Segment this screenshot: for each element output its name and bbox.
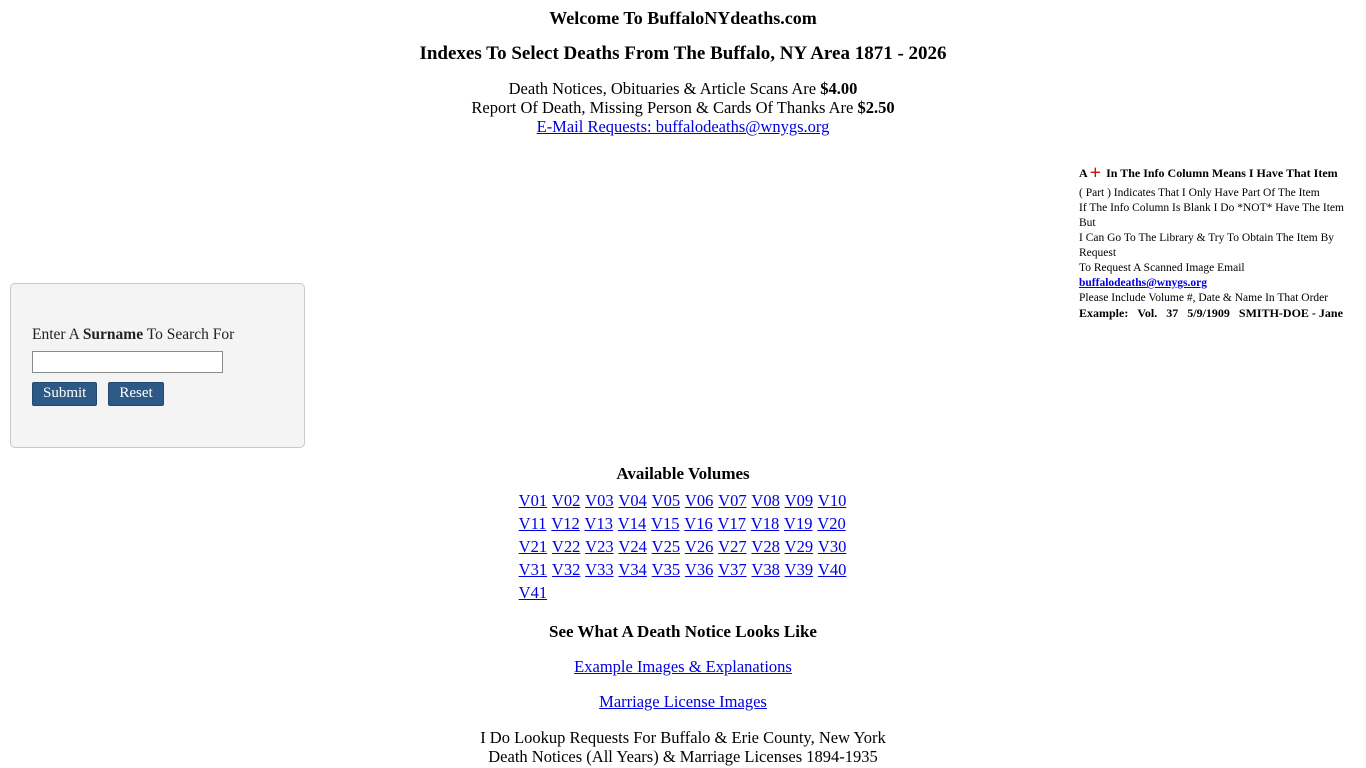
- volume-links: [519, 489, 848, 604]
- search-buttons-row: [32, 382, 284, 406]
- info-heading: [1079, 162, 1361, 184]
- volume-link-v33[interactable]: V33: [585, 560, 614, 579]
- volume-link-v14[interactable]: V14: [617, 514, 647, 533]
- volume-row: [519, 535, 848, 558]
- surname-search-input[interactable]: [32, 351, 223, 373]
- submit-button[interactable]: Submit: [32, 382, 97, 406]
- lookup-line1: I Do Lookup Requests For Buffalo & Erie County, New York: [480, 728, 886, 747]
- volume-link-v30[interactable]: V30: [817, 537, 847, 556]
- volume-link-v36[interactable]: V36: [684, 560, 714, 579]
- volume-link-v16[interactable]: V16: [684, 514, 713, 533]
- volume-link-v13[interactable]: V13: [584, 514, 613, 533]
- price-line-reports-text: Report Of Death, Missing Person & Cards Of Thanks Are: [471, 98, 858, 117]
- volume-row: [519, 558, 848, 581]
- volume-link-v19[interactable]: V19: [784, 514, 813, 533]
- lookup-footer: [0, 728, 1366, 766]
- volume-link-v35[interactable]: V35: [651, 560, 681, 579]
- search-label: [32, 326, 284, 344]
- info-line-library: I Can Go To The Library & Try To Obtain The Item By Request: [1079, 232, 1334, 259]
- info-line-request: [1079, 261, 1361, 291]
- marriage-images-row: [0, 692, 1366, 712]
- price-line-scans: [0, 79, 1366, 98]
- volume-link-v34[interactable]: V34: [618, 560, 647, 579]
- example-num: 37: [1166, 306, 1179, 320]
- search-label-suffix: To Search For: [143, 326, 235, 343]
- price-line-scans-text: Death Notices, Obituaries & Article Scans Are: [508, 79, 821, 98]
- price-scans-value: $4.00: [820, 79, 858, 98]
- volume-link-v32[interactable]: V32: [551, 560, 581, 579]
- volume-link-v08[interactable]: V08: [751, 491, 780, 510]
- search-label-surname: Surname: [82, 326, 144, 343]
- volume-link-v28[interactable]: V28: [751, 537, 780, 556]
- volume-link-v23[interactable]: V23: [585, 537, 614, 556]
- lower-column: [0, 464, 1366, 766]
- volume-link-v02[interactable]: V02: [551, 491, 581, 510]
- example-vol: Vol.: [1137, 306, 1158, 320]
- page-title: Welcome To BuffaloNYdeaths.com: [549, 8, 817, 28]
- search-label-prefix: Enter A: [32, 326, 83, 343]
- volumes-section: [0, 464, 1366, 604]
- info-heading-prefix: A: [1079, 166, 1088, 180]
- volume-link-v20[interactable]: V20: [817, 514, 846, 533]
- volume-link-v09[interactable]: V09: [784, 491, 814, 510]
- volume-link-v26[interactable]: V26: [684, 537, 714, 556]
- volume-link-v04[interactable]: V04: [618, 491, 647, 510]
- surname-search-panel: [10, 283, 305, 448]
- volume-link-v24[interactable]: V24: [618, 537, 647, 556]
- info-line-include: Please Include Volume #, Date & Name In That Order: [1079, 292, 1329, 304]
- pricing-block: [0, 79, 1366, 136]
- price-reports-value: $2.50: [857, 98, 895, 117]
- marriage-license-link[interactable]: Marriage License Images: [599, 692, 767, 711]
- volume-link-v17[interactable]: V17: [717, 514, 746, 533]
- volume-link-v21[interactable]: V21: [518, 537, 548, 556]
- info-example-line: [1079, 306, 1361, 321]
- red-plus-icon: +: [1089, 162, 1102, 184]
- volume-link-v27[interactable]: V27: [718, 537, 747, 556]
- volume-link-v40[interactable]: V40: [817, 560, 847, 579]
- volume-row: [519, 512, 848, 535]
- volume-link-v25[interactable]: V25: [651, 537, 681, 556]
- death-notice-heading: See What A Death Notice Looks Like: [549, 622, 817, 641]
- page-subtitle: Indexes To Select Deaths From The Buffalo, NY Area 1871 - 2026: [419, 43, 947, 64]
- info-heading-suffix: In The Info Column Means I Have That Item: [1103, 166, 1338, 180]
- volume-link-v03[interactable]: V03: [585, 491, 614, 510]
- volume-link-v22[interactable]: V22: [551, 537, 581, 556]
- volume-link-v38[interactable]: V38: [751, 560, 780, 579]
- info-column-notes: [1079, 162, 1361, 321]
- volume-link-v11[interactable]: V11: [518, 514, 547, 533]
- volume-link-v01[interactable]: V01: [518, 491, 548, 510]
- volume-row: [519, 489, 848, 512]
- volume-row: [519, 581, 848, 604]
- volume-link-v39[interactable]: V39: [784, 560, 814, 579]
- volume-link-v12[interactable]: V12: [551, 514, 580, 533]
- volume-link-v06[interactable]: V06: [684, 491, 714, 510]
- example-images-link[interactable]: Example Images & Explanations: [574, 657, 792, 676]
- volume-link-v29[interactable]: V29: [784, 537, 814, 556]
- example-label: Example:: [1079, 306, 1129, 320]
- email-requests-row: [0, 117, 1366, 136]
- volume-link-v07[interactable]: V07: [718, 491, 747, 510]
- info-email-link[interactable]: buffalodeaths@wnygs.org: [1079, 277, 1207, 289]
- example-date: 5/9/1909: [1187, 306, 1230, 320]
- reset-button[interactable]: Reset: [108, 382, 163, 406]
- info-request-prefix: To Request A Scanned Image Email: [1079, 262, 1245, 274]
- volumes-heading: Available Volumes: [616, 464, 750, 483]
- volume-link-v10[interactable]: V10: [817, 491, 847, 510]
- lookup-line2: Death Notices (All Years) & Marriage Licenses 1894-1935: [488, 747, 878, 766]
- volume-link-v41[interactable]: V41: [518, 583, 548, 602]
- email-requests-link[interactable]: E-Mail Requests: buffalodeaths@wnygs.org: [536, 117, 830, 136]
- volume-link-v15[interactable]: V15: [651, 514, 680, 533]
- info-line-part: ( Part ) Indicates That I Only Have Part Of The Item: [1079, 187, 1320, 199]
- price-line-reports: [0, 98, 1366, 117]
- volume-link-v05[interactable]: V05: [651, 491, 681, 510]
- info-line-blank: If The Info Column Is Blank I Do *NOT* Have The Item But: [1079, 202, 1344, 229]
- volume-link-v31[interactable]: V31: [518, 560, 548, 579]
- example-name: SMITH-DOE - Jane: [1238, 306, 1343, 320]
- volume-link-v37[interactable]: V37: [718, 560, 747, 579]
- main-column: [0, 8, 1366, 136]
- example-images-row: [0, 657, 1366, 677]
- volume-link-v18[interactable]: V18: [750, 514, 780, 533]
